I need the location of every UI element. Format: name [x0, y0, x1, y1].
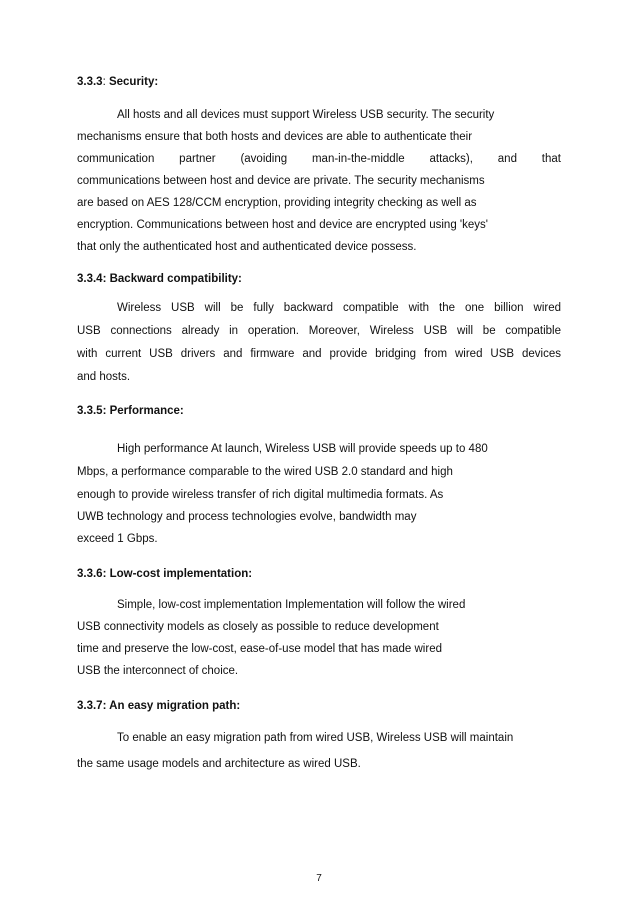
section-heading-backward-compatibility: 3.3.4: Backward compatibility:: [77, 273, 242, 285]
paragraph-line: with current USB drivers and firmware and provide bridging from wired USB devices: [77, 348, 561, 360]
paragraph-line: Mbps, a performance comparable to the wired USB 2.0 standard and high: [77, 466, 453, 478]
paragraph-line: communication partner (avoiding man-in-the-middle attacks), and that: [77, 153, 561, 165]
paragraph-line: Wireless USB will be fully backward compatible with the one billion wired: [117, 302, 561, 314]
paragraph-line: time and preserve the low-cost, ease-of-use model that has made wired: [77, 643, 442, 655]
paragraph-line: USB the interconnect of choice.: [77, 665, 239, 677]
paragraph-line: To enable an easy migration path from wired USB, Wireless USB will maintain: [117, 732, 514, 744]
paragraph-line: encryption. Communications between host and device are encrypted using 'keys': [77, 219, 488, 231]
paragraph-line: exceed 1 Gbps.: [77, 533, 158, 545]
paragraph-line: communications between host and device are private. The security mechanisms: [77, 175, 485, 187]
page-number: 7: [316, 873, 322, 884]
paragraph-line: Simple, low-cost implementation Implementation will follow the wired: [117, 599, 466, 611]
paragraph-line: that only the authenticated host and authenticated device possess.: [77, 241, 417, 253]
paragraph-line: are based on AES 128/CCM encryption, providing integrity checking as well as: [77, 197, 477, 209]
paragraph-line: mechanisms ensure that both hosts and devices are able to authenticate their: [77, 131, 473, 143]
paragraph-line: UWB technology and process technologies evolve, bandwidth may: [77, 511, 417, 523]
section-heading-security: 3.3.3: Security:: [77, 76, 159, 88]
section-heading-easy-migration-path: 3.3.7: An easy migration path:: [77, 700, 241, 712]
section-heading-low-cost-implementation: 3.3.6: Low-cost implementation:: [77, 568, 253, 580]
paragraph-line: High performance At launch, Wireless USB will provide speeds up to 480: [117, 443, 488, 455]
paragraph-line: USB connections already in operation. Moreover, Wireless USB will be compatible: [77, 325, 561, 337]
paragraph-line: All hosts and all devices must support Wireless USB security. The security: [117, 109, 495, 121]
section-heading-performance: 3.3.5: Performance:: [77, 405, 184, 417]
paragraph-line: enough to provide wireless transfer of rich digital multimedia formats. As: [77, 489, 444, 501]
paragraph-line: USB connectivity models as closely as possible to reduce development: [77, 621, 439, 633]
paragraph-line: and hosts.: [77, 371, 131, 383]
paragraph-line: the same usage models and architecture as wired USB.: [77, 758, 361, 770]
